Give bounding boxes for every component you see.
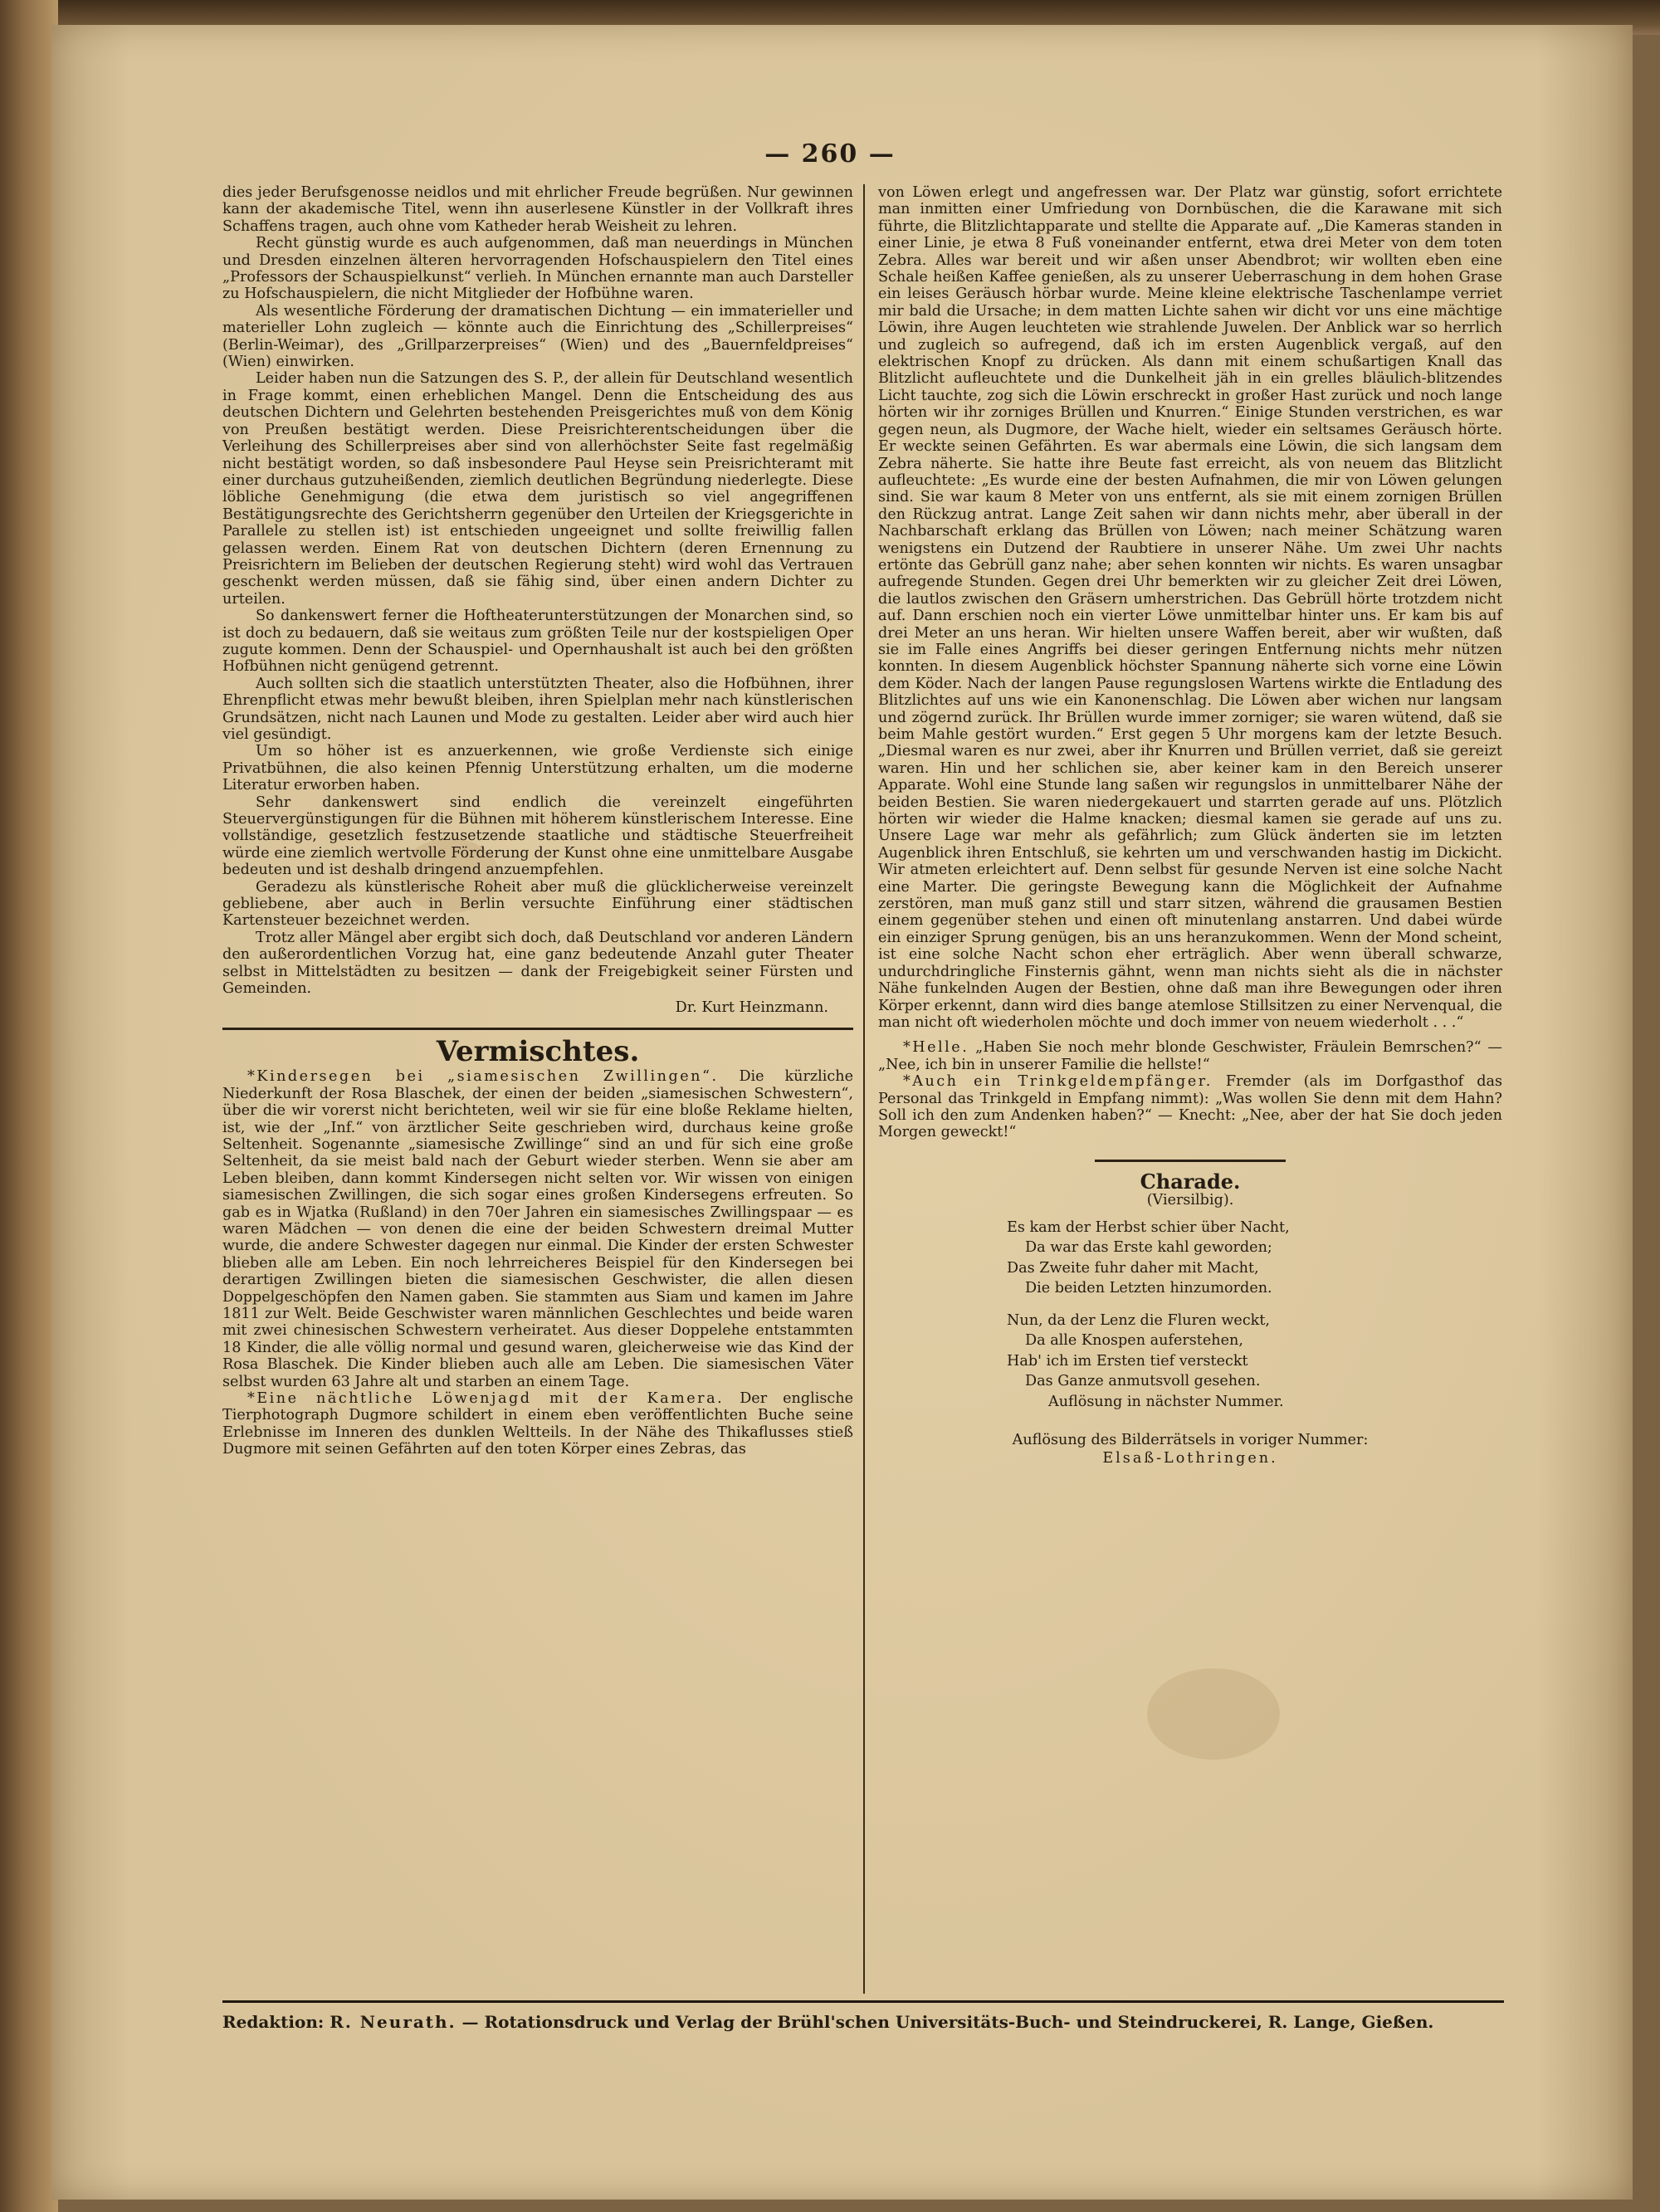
book-binding-edge: [0, 0, 58, 2212]
news-item-title: *Auch ein Trinkgeldempfänger.: [903, 1073, 1213, 1091]
footer-label: Redaktion:: [222, 2012, 325, 2032]
footer-text: — Rotationsdruck und Verlag der Brühl'schen Universitäts-Buch- und Steindruckerei, R. Lange, Gießen.: [461, 2012, 1434, 2032]
article-paragraph: Trotz aller Mängel aber ergibt sich doch, daß Deutschland vor anderen Ländern den außerordentlichen Vorzug hat, eine ganz bedeutende Anzahl guter Theater selbst in Mittelstädten zu besitzen — dank der Freigebigkeit seiner Fürsten und Gemeinden.: [222, 929, 853, 998]
news-item-body: Fremder (als im Dorfgasthof das Personal das Trinkgeld in Empfang nimmt): „Was wollen Sie denn mit dem Hahn? Soll ich den zum Andenken haben?“ — Knecht: „Nee, aber der hat Sie doch jeden Morgen geweckt!“: [878, 1073, 1502, 1141]
section-heading-vermischtes: Vermischtes.: [436, 1034, 640, 1068]
news-item-siamese-twins: [222, 1068, 853, 1390]
charade-poem: [1007, 1218, 1502, 1413]
footer-editor: R. Neurath.: [330, 2012, 456, 2032]
news-item-title: *Eine nächtliche Löwenjagd mit der Kamera.: [247, 1390, 725, 1408]
charade-divider: [1095, 1160, 1286, 1162]
column-divider: [863, 184, 865, 1994]
article-paragraph: Auch sollten sich die staatlich unterstützten Theater, also die Hofbühnen, ihrer Ehrenpflicht etwas mehr bewußt bleiben, ihren Spielplan mehr nach künstlerischen Grundsätzen, nicht nach Launen und Mode zu gestalten. Leider aber wird auch hier viel gesündigt.: [222, 675, 853, 743]
article-paragraph: Recht günstig wurde es auch aufgenommen, daß man neuerdings in München und Dresden einzelnen älteren hervorragenden Hofschauspielern den Titel eines „Professors der Schauspielkunst“ verlieh. In München ernannte man auch Darsteller zu Hofschauspielern, die nicht Mitglieder der Hofbühne waren.: [222, 235, 853, 303]
article-paragraph: Sehr dankenswert sind endlich die vereinzelt eingeführten Steuervergünstigungen für die Bühnen mit höherem künstlerischem Interesse. Eine vollständige, gesetzlich festzusetzende staatliche und städtische Steuerfreiheit würde eine ziemlich wertvolle Förderung der Kunst ohne eine unmittelbare Ausgabe bedeuten und ist deshalb dringend anzuempfehlen.: [222, 793, 853, 879]
stanza-gap: [1007, 1299, 1502, 1311]
article-paragraph: dies jeder Berufsgenosse neidlos und mit ehrlicher Freude begrüßen. Nur gewinnen kann der akademische Titel, wenn ihn auserlesene Künstler in der Vollkraft ihres Schaffens tragen, auch ohne vom Katheder herab Weisheit zu lehren.: [222, 184, 853, 235]
paper-stain: [1147, 1668, 1280, 1760]
section-divider: [222, 1028, 853, 1030]
article-paragraph: Um so höher ist es anzuerkennen, wie große Verdienste sich einige Privatbühnen, die also keinen Pfennig Unterstützung erhalten, um die moderne Literatur erworben haben.: [222, 743, 853, 794]
poem-line: Nun, da der Lenz die Fluren weckt,: [1007, 1311, 1271, 1329]
article-paragraph: Leider haben nun die Satzungen des S. P., der allein für Deutschland wesentlich in Frage kommt, einen erheblichen Mangel. Denn die Entscheidung des aus deutschen Dichtern und Gelehrten bestehenden Preisgerichtes muß von dem König von Preußen bestätigt werden. Diese Preisrichterentscheidungen über die Verleihung des Schillerpreises aber sind von allerhöchster Seite fast regelmäßig nicht bestätigt worden, so daß insbesondere Paul Heyse sein Preisrichteramt mit einer durchaus gutzuheißenden, ziemlich deutlichen Begründung niederlegte. Diese löbliche Genehmigung (die etwa dem juristisch so viel angegriffenen Bestätigungsrechte des Gerichtsherrn gegenüber den Urteilen der Kriegsgerichte in Parallele zu stellen ist) ist entschieden ungeeignet und sollte freiwillig fallen gelassen werden. Einem Rat von deutschen Dichtern (deren Ernennung zu Preisrichtern im Belieben der deutschen Regierung steht) wird wohl das Vertrauen geschenkt werden müssen, daß sie fähig sind, über einen andern Dichter zu urteilen.: [222, 370, 853, 608]
news-item-helle: [878, 1039, 1502, 1073]
article-paragraph: Geradezu als künstlerische Roheit aber muß die glücklicherweise vereinzelt gebliebene, aber auch in Berlin versuchte Einführung einer städtischen Kartensteuer bezeichnet werden.: [222, 878, 853, 930]
charade-subtitle: (Viersilbig).: [1146, 1192, 1234, 1209]
author-signature: Dr. Kurt Heinzmann.: [675, 999, 828, 1016]
news-item-lion-hunt-continued: von Löwen erlegt und angefressen war. Der Platz war günstig, sofort errichtete man inmitten einer Umfriedung von Dornbüschen, die die Karawane mit sich führte, die Blitzlichtapparate und stellte die Apparate auf. „Die Kameras standen in einer Linie, je etwa 8 Fuß voneinander entfernt, etwa drei Meter von dem toten Zebra. Alles war bereit und wir aßen unser Abendbrot; wir wollten eben eine Schale heißen Kaffee genießen, als zu unserer Ueberraschung in dem hohen Grase ein leises Geräusch hörbar wurde. Meine kleine elektrische Taschenlampe verriet mir bald die Ursache; in dem matten Lichte sahen wir dicht vor uns eine mächtige Löwin, ihre Augen leuchteten wie strahlende Juwelen. Der Anblick war so herrlich und zugleich so aufregend, daß ich im ersten Augenblick vergaß, auf den elektrischen Knopf zu drücken. Als dann mit einem schußartigen Knall das Blitzlicht aufleuchtete und die Dunkelheit jäh in ein grelles bläulich-blitzendes Licht tauchte, zog sich die Löwin erschreckt in großer Hast zurück und noch lange hörten wir ihr zorniges Brüllen und Knurren.“ Einige Stunden verstrichen, es war gegen neun, als Dugmore, der Wache hielt, wieder ein seltsames Geräusch hörte. Er weckte seinen Gefährten. Es war abermals eine Löwin, die sich langsam dem Zebra näherte. Sie hatte ihre Beute fast erreicht, als von neuem das Blitzlicht aufleuchtete: „Es wurde eine der besten Aufnahmen, die mir von Löwen gelungen sind. Sie war kaum 8 Meter von uns entfernt, als sie mit einem zornigen Brüllen den Rückzug antrat. Lange Zeit sahen wir dann nichts mehr, aber überall in der Nachbarschaft erklang das Brüllen von Löwen; nach meiner Schätzung waren wenigstens ein Dutzend der Raubtiere in unserer Nähe. Um zwei Uhr nachts ertönte das Gebrüll ganz nahe; aber sehen konnten wir nichts. Es waren unsagbar aufregende Stunden. Gegen drei Uhr bemerkten wir zu gleicher Zeit drei Löwen, die lautlos zwischen den Gräsern umherstrichen. Das Gebrüll hörte trotzdem nicht auf. Dann erschien noch ein vierter Löwe unmittelbar hinter uns. Er kam bis auf drei Meter an uns heran. Wir hielten unsere Waffen bereit, aber wir wußten, daß sie im Falle eines Angriffs bei dieser geringen Entfernung nichts mehr nützen konnten. In diesem Augenblick höchster Spannung näherte sich vorne eine Löwin dem Köder. Nach der langen Pause regungslosen Wartens wirkte die Entladung des Blitzlichtes auf uns wie ein Kanonenschlag. Die Löwen aber wichen nur langsam und zögernd zurück. Ihr Brüllen wurde immer zorniger; sie waren wütend, daß sie beim Mahle gestört wurden.“ Erst gegen 5 Uhr morgens kam der letzte Besuch. „Diesmal waren es nur zwei, aber ihr Knurren und Brüllen verriet, daß sie gereizt waren. Hin und her schlichen sie, aber keiner kam in den Bereich unserer Apparate. Wohl eine Stunde lang saßen wir regungslos in unmittelbarer Nähe der beiden Bestien. Sie waren niedergekauert und starrten gerade auf uns. Plötzlich hörten wir wieder die Halme knacken; diesmal kamen sie gerade auf uns zu. Unsere Lage war mehr als gefährlich; zum Glück änderten sie im letzten Augenblick ihren Entschluß, sie kehrten um und verschwanden hastig im Dickicht. Wir atmeten erleichtert auf. Denn selbst für gesunde Nerven ist eine solche Nacht eine Marter. Die geringste Bewegung kann die Möglichkeit der Aufnahme zerstören, man muß ganz still und starr sitzen, während die grausamen Bestien einem gegenüber stehen und einen oft minutenlang anstarren. Und dabei würde ein einziger Sprung genügen, bis an uns heranzukommen. Wenn der Mond scheint, ist eine solche Nacht schon eher erträglich. Aber wenn überall schwarze, undurchdringliche Finsternis gähnt, wenn man nichts sieht als die in nächster Nähe funkelnden Augen der Bestien, ohne daß man ihre Bewegungen oder ihren Körper erkennt, dann wird dies bange atemlose Stillsitzen zu einer Nervenqual, die man nicht oft wiederholen möchte und doch immer von neuem wiederholt . . .“: [878, 184, 1502, 1031]
charade-title: Charade.: [1140, 1169, 1241, 1194]
news-item-title: *Helle.: [903, 1039, 969, 1057]
poem-line: Das Ganze anmutsvoll gesehen.: [1025, 1373, 1261, 1390]
previous-answer-label: Auflösung des Bilderrätsels in voriger Nummer:: [1012, 1432, 1369, 1449]
right-column: [878, 184, 1502, 1467]
news-item-body: Der englische Tierphotograph Dugmore schildert in einem eben veröffentlichten Buche seine Erlebnisse im Inneren des dunklen Weltteils. In der Nähe des Thikaflusses stieß Dugmore mit seinen Gefährten auf den toten Körper eines Zebras, das: [222, 1390, 854, 1458]
news-item-lion-hunt: [222, 1390, 853, 1458]
poem-line: Da alle Knospen auferstehen,: [1025, 1332, 1243, 1350]
imprint-footer: [222, 2012, 1504, 2032]
previous-answer: Elsaß-Lothringen.: [1102, 1450, 1278, 1467]
page-number: — 260 —: [764, 139, 896, 168]
poem-line: Es kam der Herbst schier über Nacht,: [1007, 1218, 1290, 1236]
news-item-body: Die kürzliche Niederkunft der Rosa Blaschek, der einen der beiden „siamesischen Schwestern“, über die wir vorerst nicht berichteten, weil wir sie für eine bloße Reklame hielten, ist, wie der „Inf.“ von ärztlicher Seite geschrieben wird, durchaus keine große Seltenheit. Sogenannte „siamesische Zwillinge“ sind an und für sich eine große Seltenheit, da sie meist bald nach der Geburt wieder sterben. Wenn sie aber am Leben bleiben, dann kommt Kindersegen nicht selten vor. Wir wissen von einigen siamesischen Zwillingen, die sich sogar eines großen Kindersegens erfreuten. So gab es in Wjatka (Rußland) in den 70er Jahren ein siamesisches Zwillingspaar — es waren Mädchen — von denen die eine der beiden Schwestern dreimal Mutter wurde, die andere Schwester dagegen nur einmal. Die Kinder der ersten Schwester blieben alle am Leben. Ein noch lehrreicheres Beispiel für den Kindersegen bei derartigen Zwillingen bieten die siamesischen Geschwister, die allen diesen Doppelgeschöpfen den Namen gaben. Sie stammten aus Siam und kamen im Jahre 1811 zur Welt. Beide Geschwister waren männlichen Geschlechtes und beide waren mit zwei chinesischen Schwestern verheiratet. Aus dieser Doppelehe entstammten 18 Kinder, die alle völlig normal und gesund waren, gleicherweise wie das Kind der Rosa Blaschek. Die Kinder blieben auch alle am Leben. Die siamesischen Väter selbst wurden 63 Jahre alt und starben an einem Tage.: [222, 1068, 854, 1390]
charade-solution-note: Auflösung in nächster Nummer.: [1048, 1393, 1284, 1410]
article-paragraph: Als wesentliche Förderung der dramatischen Dichtung — ein immaterieller und materieller Lohn zugleich — könnte auch die Einrichtung des „Schillerpreises“ (Berlin-Weimar), des „Grillparzerpreises“ (Wien) und des „Bauernfeldpreises“ (Wien) einwirken.: [222, 302, 853, 371]
poem-line: Das Zweite fuhr daher mit Macht,: [1007, 1259, 1259, 1277]
news-item-body: „Haben Sie noch mehr blonde Geschwister, Fräulein Bemrschen?“ — „Nee, ich bin in unserer Familie die hellste!“: [878, 1039, 1502, 1073]
article-paragraph: So dankenswert ferner die Hoftheaterunterstützungen der Monarchen sind, so ist doch zu bedauern, daß sie weitaus zum größten Teile nur der kostspieligen Oper zugute kommen. Denn der Schauspiel- und Opernhaushalt ist auch bei den größten Hofbühnen nicht genügend getrennt.: [222, 608, 853, 676]
news-item-trinkgeld: [878, 1073, 1502, 1141]
footer-rule: [222, 2000, 1504, 2003]
poem-line: Da war das Erste kahl geworden;: [1025, 1239, 1272, 1257]
left-column: [222, 184, 853, 1458]
poem-line: Hab' ich im Ersten tief versteckt: [1007, 1352, 1248, 1370]
news-item-title: *Kindersegen bei „siamesischen Zwillingen“.: [247, 1068, 719, 1086]
poem-line: Die beiden Letzten hinzumorden.: [1025, 1280, 1272, 1297]
